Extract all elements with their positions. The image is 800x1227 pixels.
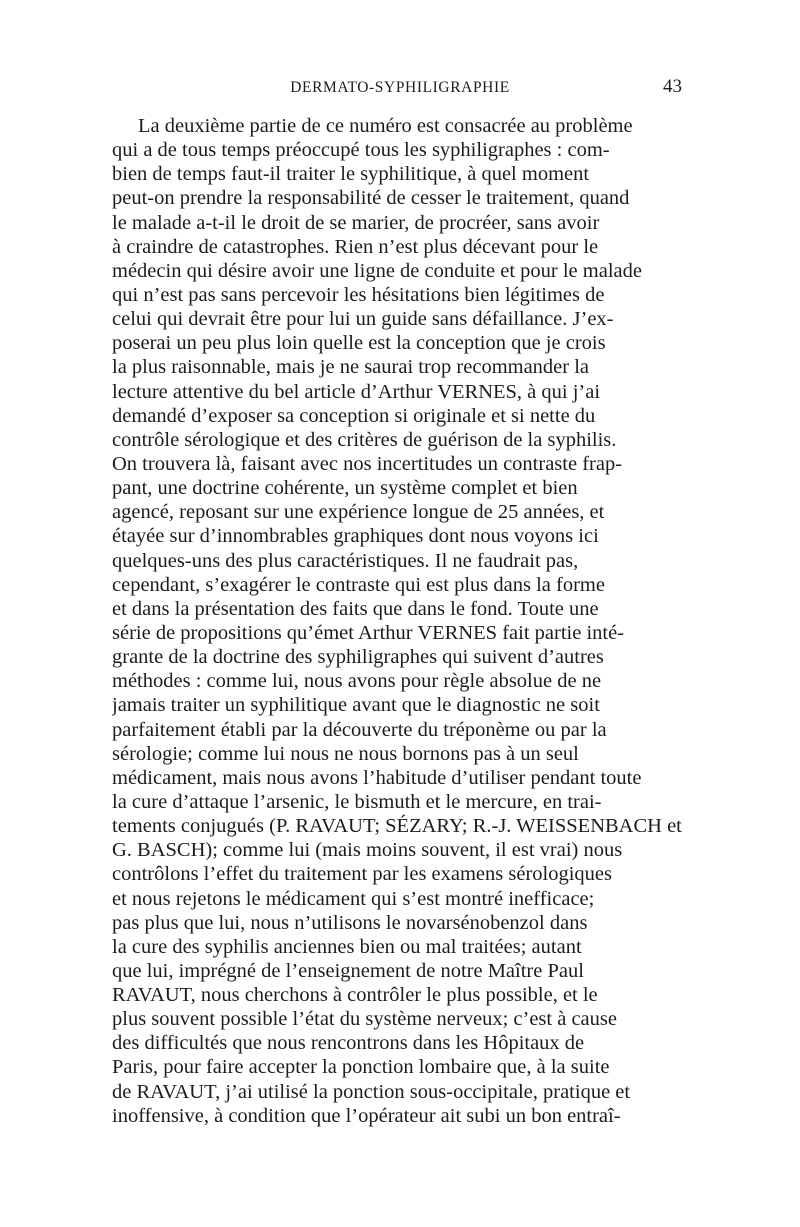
text-line: des difficultés que nous rencontrons dans les Hôpitaux de (112, 1032, 585, 1055)
running-title: DERMATO-SYPHILIGRAPHIE (290, 79, 510, 96)
text-line: le malade a-t-il le droit de se marier, de procréer, sans avoir (112, 211, 600, 234)
text-line: G. BASCH); comme lui (mais moins souvent, il est vrai) nous (112, 839, 623, 862)
text-line: la cure d’attaque l’arsenic, le bismuth et le mercure, en trai- (112, 790, 602, 813)
text-line: peut-on prendre la responsabilité de cesser le traitement, quand (112, 187, 630, 210)
text-line: contrôle sérologique et des critères de guérison de la syphilis. (112, 428, 617, 451)
text-line: lecture attentive du bel article d’Arthur VERNES, à qui j’ai (112, 380, 601, 403)
text-line: de RAVAUT, j’ai utilisé la ponction sous-occipitale, pratique et (112, 1080, 631, 1103)
text-line: qui n’est pas sans percevoir les hésitations bien légitimes de (112, 283, 605, 306)
text-line: jamais traiter un syphilitique avant que le diagnostic ne soit (112, 694, 600, 717)
text-line: à craindre de catastrophes. Rien n’est plus décevant pour le (112, 235, 599, 258)
text-line: Paris, pour faire accepter la ponction lombaire que, à la suite (112, 1056, 610, 1079)
text-line: bien de temps faut-il traiter le syphilitique, à quel moment (112, 163, 590, 186)
text-line: pas plus que lui, nous n’utilisons le novarsénobenzol dans (112, 911, 588, 934)
text-line: La deuxième partie de ce numéro est consacrée au problème (138, 115, 633, 137)
text-line: médicament, mais nous avons l’habitude d’utiliser pendant toute (112, 766, 642, 789)
text-line: contrôlons l’effet du traitement par les examens sérologiques (112, 863, 613, 886)
text-line: celui qui devrait être pour lui un guide sans défaillance. J’ex- (112, 308, 614, 331)
text-line: cependant, s’exagérer le contraste qui est plus dans la forme (112, 573, 605, 596)
body-text (112, 114, 688, 1128)
text-line: On trouvera là, faisant avec nos incertitudes un contraste frap- (112, 452, 623, 475)
text-line: inoffensive, à condition que l’opérateur ait subi un bon entraî- (112, 1104, 621, 1127)
text-line: agencé, reposant sur une expérience longue de 25 années, et (112, 501, 605, 524)
text-line: sérologie; comme lui nous ne nous bornons pas à un seul (112, 742, 579, 765)
text-line: tements conjugués (P. RAVAUT; SÉZARY; R.-J. WEISSENBACH et (112, 815, 682, 838)
text-line: qui a de tous temps préoccupé tous les syphiligraphes : com- (112, 139, 610, 162)
page-number: 43 (663, 76, 682, 97)
text-line: RAVAUT, nous cherchons à contrôler le plus possible, et le (112, 984, 598, 1007)
text-line: et nous rejetons le médicament qui s’est montré inefficace; (112, 887, 595, 910)
text-line: demandé d’exposer sa conception si originale et si nette du (112, 404, 596, 427)
text-line: médecin qui désire avoir une ligne de conduite et pour le malade (112, 259, 642, 282)
text-line: parfaitement établi par la découverte du tréponème ou par la (112, 718, 607, 741)
text-line: grante de la doctrine des syphiligraphes qui suivent d’autres (112, 646, 604, 669)
text-line: que lui, imprégné de l’enseignement de notre Maître Paul (112, 959, 584, 982)
text-line: pant, une doctrine cohérente, un système complet et bien (112, 477, 578, 500)
text-line: et dans la présentation des faits que dans le fond. Toute une (112, 597, 599, 620)
text-line: la cure des syphilis anciennes bien ou mal traitées; autant (112, 935, 582, 958)
text-line: poserai un peu plus loin quelle est la conception que je crois (112, 332, 606, 355)
text-line: série de propositions qu’émet Arthur VERNES fait partie inté- (112, 621, 625, 644)
running-head (112, 78, 688, 102)
text-line: étayée sur d’innombrables graphiques dont nous voyons ici (112, 525, 599, 548)
text-line: méthodes : comme lui, nous avons pour règle absolue de ne (112, 670, 602, 693)
text-line: quelques-uns des plus caractéristiques. Il ne faudrait pas, (112, 549, 579, 572)
text-line: la plus raisonnable, mais je ne saurai trop recommander la (112, 356, 590, 379)
text-line: plus souvent possible l’état du système nerveux; c’est à cause (112, 1008, 617, 1031)
